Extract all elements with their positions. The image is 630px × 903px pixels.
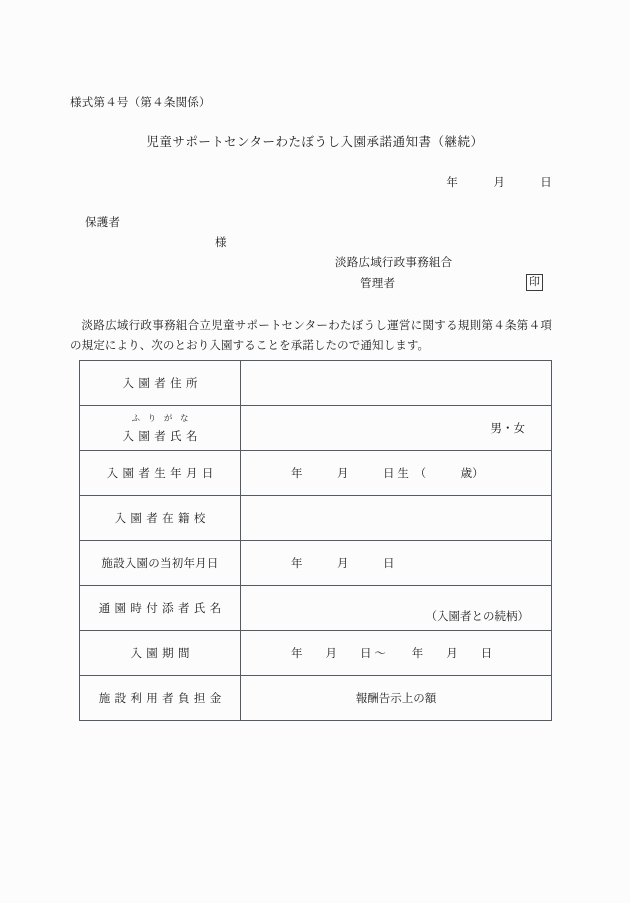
row-label-birthdate (80, 451, 241, 496)
row-value-admission-period[interactable] (241, 631, 552, 676)
row-label-text: 入園者在籍校 (114, 513, 210, 525)
row-label-text: 入園期間 (130, 648, 194, 660)
issuer-role: 管理者 (360, 278, 396, 290)
issue-date-line: 年 月 日 (446, 177, 552, 189)
row-value-birthdate[interactable] (241, 451, 552, 496)
seal-stamp-box: 印 (526, 274, 543, 291)
gender-choice[interactable]: 男・女 (490, 423, 525, 435)
table-row (80, 451, 552, 496)
relationship-note: （入園者との続柄） (425, 611, 529, 623)
row-value-initial-admission-date[interactable] (241, 541, 552, 586)
row-label-text: 入園者生年月日 (106, 468, 218, 480)
row-value-text: 報酬告示上の額 (355, 693, 437, 705)
row-value-address[interactable] (241, 361, 552, 406)
row-value-name[interactable] (241, 406, 552, 451)
table-row (80, 676, 552, 721)
table-row (80, 586, 552, 631)
row-label-initial-admission-date (80, 541, 241, 586)
row-value-text: 年 月 日 ～ 年 月 日 (291, 648, 493, 660)
row-value-user-fee (241, 676, 552, 721)
furigana-label: ふりがな (131, 413, 197, 423)
addressee-label: 保護者 (85, 217, 121, 229)
addressee-honorific: 様 (215, 237, 227, 249)
table-row (80, 496, 552, 541)
body-paragraph: 淡路広域行政事務組合立児童サポートセンターわたぼうし運営に関する規則第４条第４項の規定により、次のとおり入園することを承諾したので通知します。 (70, 320, 552, 353)
row-label-text: 入園者氏名 (122, 431, 202, 443)
issuer-organization: 淡路広域行政事務組合 (335, 257, 453, 269)
table-row (80, 406, 552, 451)
row-value-school[interactable] (241, 496, 552, 541)
row-value-text: 年 月 日 (291, 558, 395, 570)
row-label-text: 施設入園の当初年月日 (101, 558, 219, 570)
row-label-user-fee (80, 676, 241, 721)
table-row (80, 361, 552, 406)
table-row (80, 541, 552, 586)
document-title: 児童サポートセンターわたぼうし入園承諾通知書（継続） (146, 135, 484, 149)
form-number: 様式第４号（第４条関係） (70, 97, 211, 109)
entry-form-table (79, 360, 552, 721)
row-label-text: 入園者住所 (122, 378, 202, 390)
row-value-escort-name[interactable] (241, 586, 552, 631)
row-label-text: 施設利用者負担金 (98, 693, 226, 705)
row-label-address (80, 361, 241, 406)
row-label-text: 通園時付添者氏名 (98, 603, 226, 615)
row-label-escort-name (80, 586, 241, 631)
table-row (80, 631, 552, 676)
row-label-school (80, 496, 241, 541)
row-label-name (80, 406, 241, 451)
row-label-admission-period (80, 631, 241, 676)
row-value-text: 年 月 日 生 （ 歳） (291, 468, 484, 480)
form-table-body (80, 361, 552, 721)
